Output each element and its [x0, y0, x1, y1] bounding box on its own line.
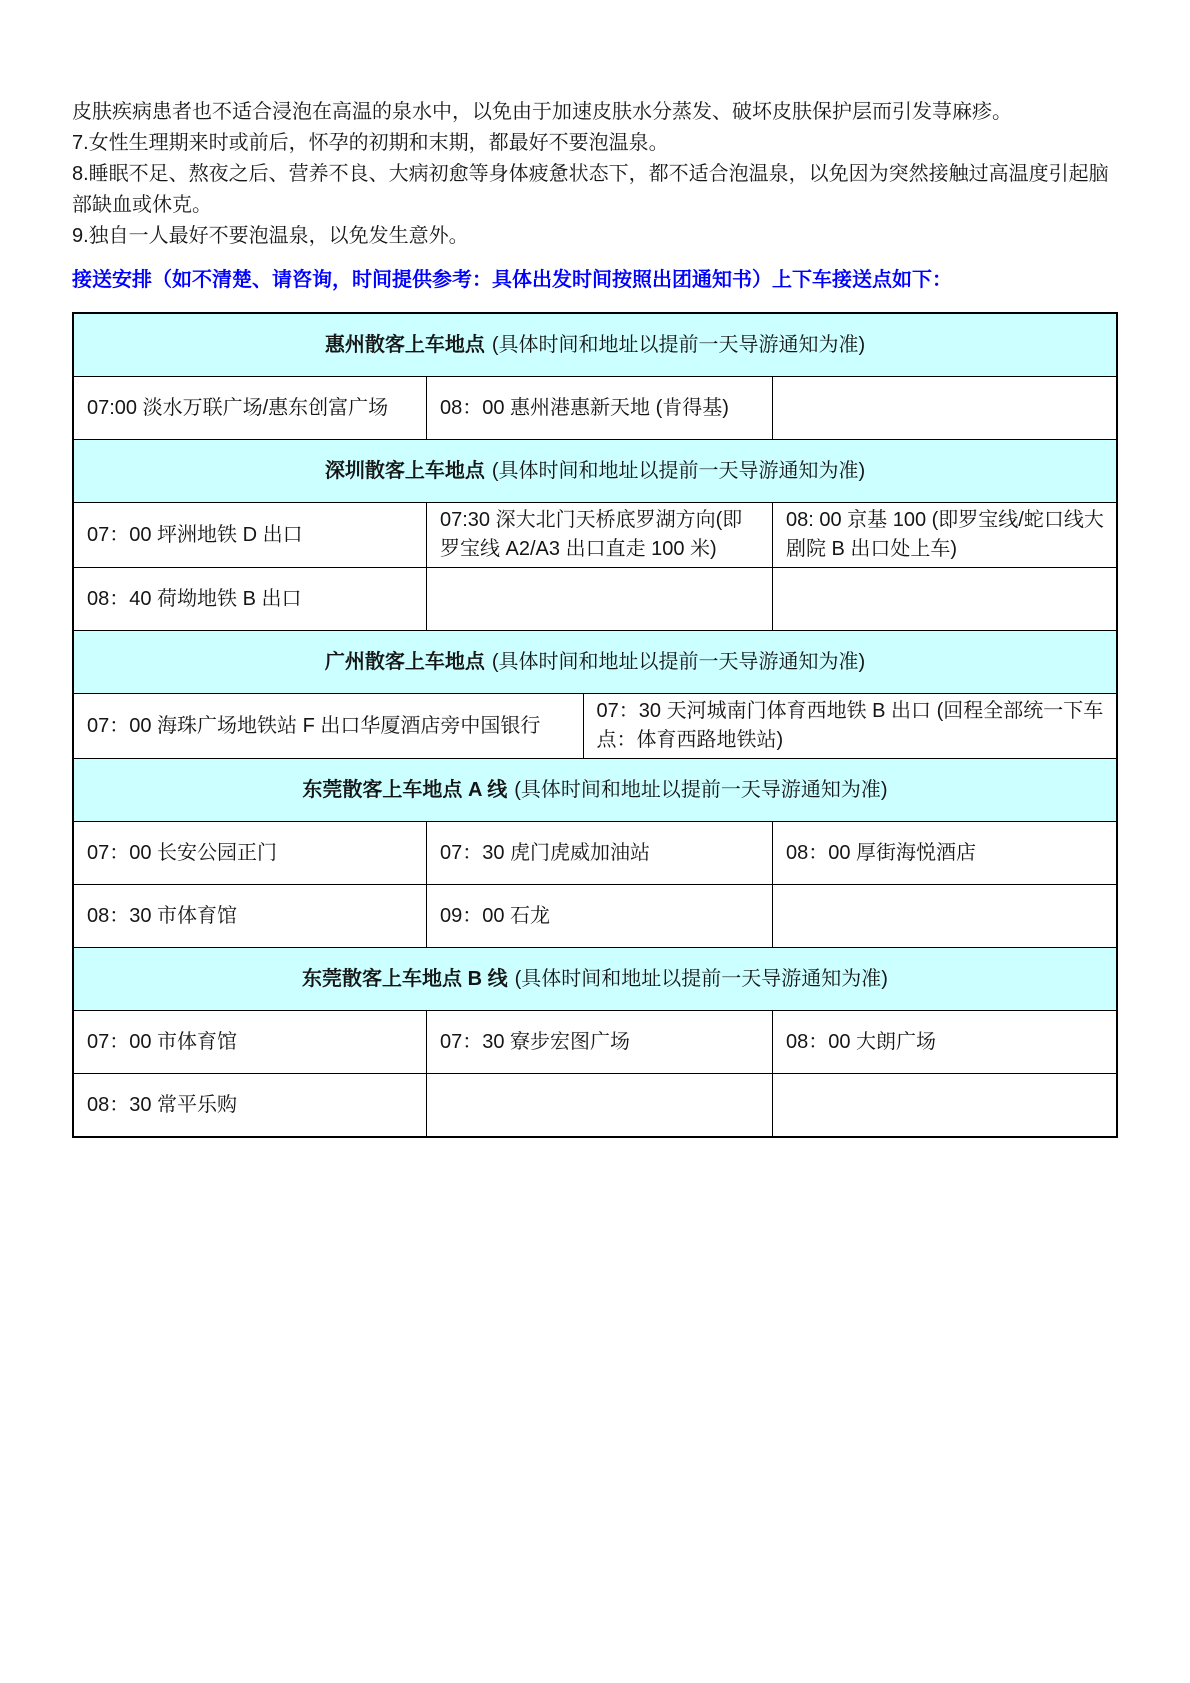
- pickup-cell: 07：00 长安公园正门: [74, 822, 427, 885]
- pickup-cell: 07:30 深大北门天桥底罗湖方向(即罗宝线 A2/A3 出口直走 100 米): [427, 503, 773, 568]
- pickup-notice-line: 接送安排（如不清楚、请咨询，时间提供参考：具体出发时间按照出团通知书）上下车接送点如下：: [72, 269, 952, 291]
- section-header-cell: [74, 631, 1117, 694]
- section-header-cell: [74, 759, 1117, 822]
- intro-line-7: 7.女性生理期来时或前后，怀孕的初期和末期，都最好不要泡温泉。: [72, 132, 669, 154]
- pickup-cell: 07:00 淡水万联广场/惠东创富广场: [74, 377, 427, 440]
- pickup-cell: [427, 568, 773, 631]
- pickup-cell: [773, 1074, 1117, 1137]
- pickup-cell: 07：00 坪洲地铁 D 出口: [74, 503, 427, 568]
- section-header-huizhou: [74, 314, 1117, 377]
- section-header-dongguan-b: [74, 948, 1117, 1011]
- intro-line-8: 8.睡眠不足、熬夜之后、营养不良、大病初愈等身体疲惫状态下，都不适合泡温泉，以免因为突然接触过高温度引起脑部缺血或休克。: [72, 163, 1109, 216]
- pickup-cell: 08：00 厚街海悦酒店: [773, 822, 1117, 885]
- table-row: [74, 377, 1117, 440]
- pickup-cell: 08: 00 京基 100 (即罗宝线/蛇口线大剧院 B 出口处上车): [773, 503, 1117, 568]
- pickup-cell: 08：00 惠州港惠新天地 (肯得基): [427, 377, 773, 440]
- section-title: 东莞散客上车地点 B 线: [302, 967, 508, 990]
- section-header-dongguan-a: [74, 759, 1117, 822]
- section-title: 惠州散客上车地点: [324, 333, 485, 356]
- pickup-cell: [773, 568, 1117, 631]
- table-row: [74, 503, 1117, 568]
- section-title: 深圳散客上车地点: [324, 459, 485, 482]
- pickup-cell: 07：30 寮步宏图广场: [427, 1011, 773, 1074]
- section-header-shenzhen: [74, 440, 1117, 503]
- table-row: [74, 1011, 1117, 1074]
- pickup-cell: 07：00 海珠广场地铁站 F 出口华厦酒店旁中国银行: [74, 694, 584, 759]
- pickup-cell: 08：00 大朗广场: [773, 1011, 1117, 1074]
- pickup-cell: [427, 1074, 773, 1137]
- section-header-cell: [74, 440, 1117, 503]
- section-header-guangzhou: [74, 631, 1117, 694]
- section-header-cell: [74, 948, 1117, 1011]
- table-row: [74, 822, 1117, 885]
- pickup-cell: 07：30 天河城南门体育西地铁 B 出口 (回程全部统一下车点：体育西路地铁站): [584, 694, 1117, 759]
- pickup-cell: 08：40 荷坳地铁 B 出口: [74, 568, 427, 631]
- section-note: (具体时间和地址以提前一天导游通知为准): [514, 967, 888, 990]
- section-note: (具体时间和地址以提前一天导游通知为准): [514, 778, 888, 801]
- precautions-text: [72, 97, 1118, 252]
- intro-line-9: 9.独自一人最好不要泡温泉，以免发生意外。: [72, 225, 469, 247]
- table-row: [74, 568, 1117, 631]
- pickup-cell: 09：00 石龙: [427, 885, 773, 948]
- pickup-cell: [773, 885, 1117, 948]
- section-title: 广州散客上车地点: [324, 650, 485, 673]
- table-row: [74, 694, 1117, 759]
- section-title: 东莞散客上车地点 A 线: [302, 778, 508, 801]
- section-header-cell: [74, 314, 1117, 377]
- intro-line-skin: 皮肤疾病患者也不适合浸泡在高温的泉水中，以免由于加速皮肤水分蒸发、破坏皮肤保护层而引发荨麻疹。: [72, 101, 1012, 123]
- pickup-cell: [773, 377, 1117, 440]
- section-note: (具体时间和地址以提前一天导游通知为准): [491, 650, 866, 673]
- pickup-cell: 08：30 市体育馆: [74, 885, 427, 948]
- pickup-cell: 08：30 常平乐购: [74, 1074, 427, 1137]
- table-row: [74, 1074, 1117, 1137]
- pickup-cell: 07：00 市体育馆: [74, 1011, 427, 1074]
- section-note: (具体时间和地址以提前一天导游通知为准): [491, 333, 866, 356]
- pickup-cell: 07：30 虎门虎威加油站: [427, 822, 773, 885]
- table-row: [74, 885, 1117, 948]
- section-note: (具体时间和地址以提前一天导游通知为准): [491, 459, 866, 482]
- pickup-table: [72, 312, 1118, 1138]
